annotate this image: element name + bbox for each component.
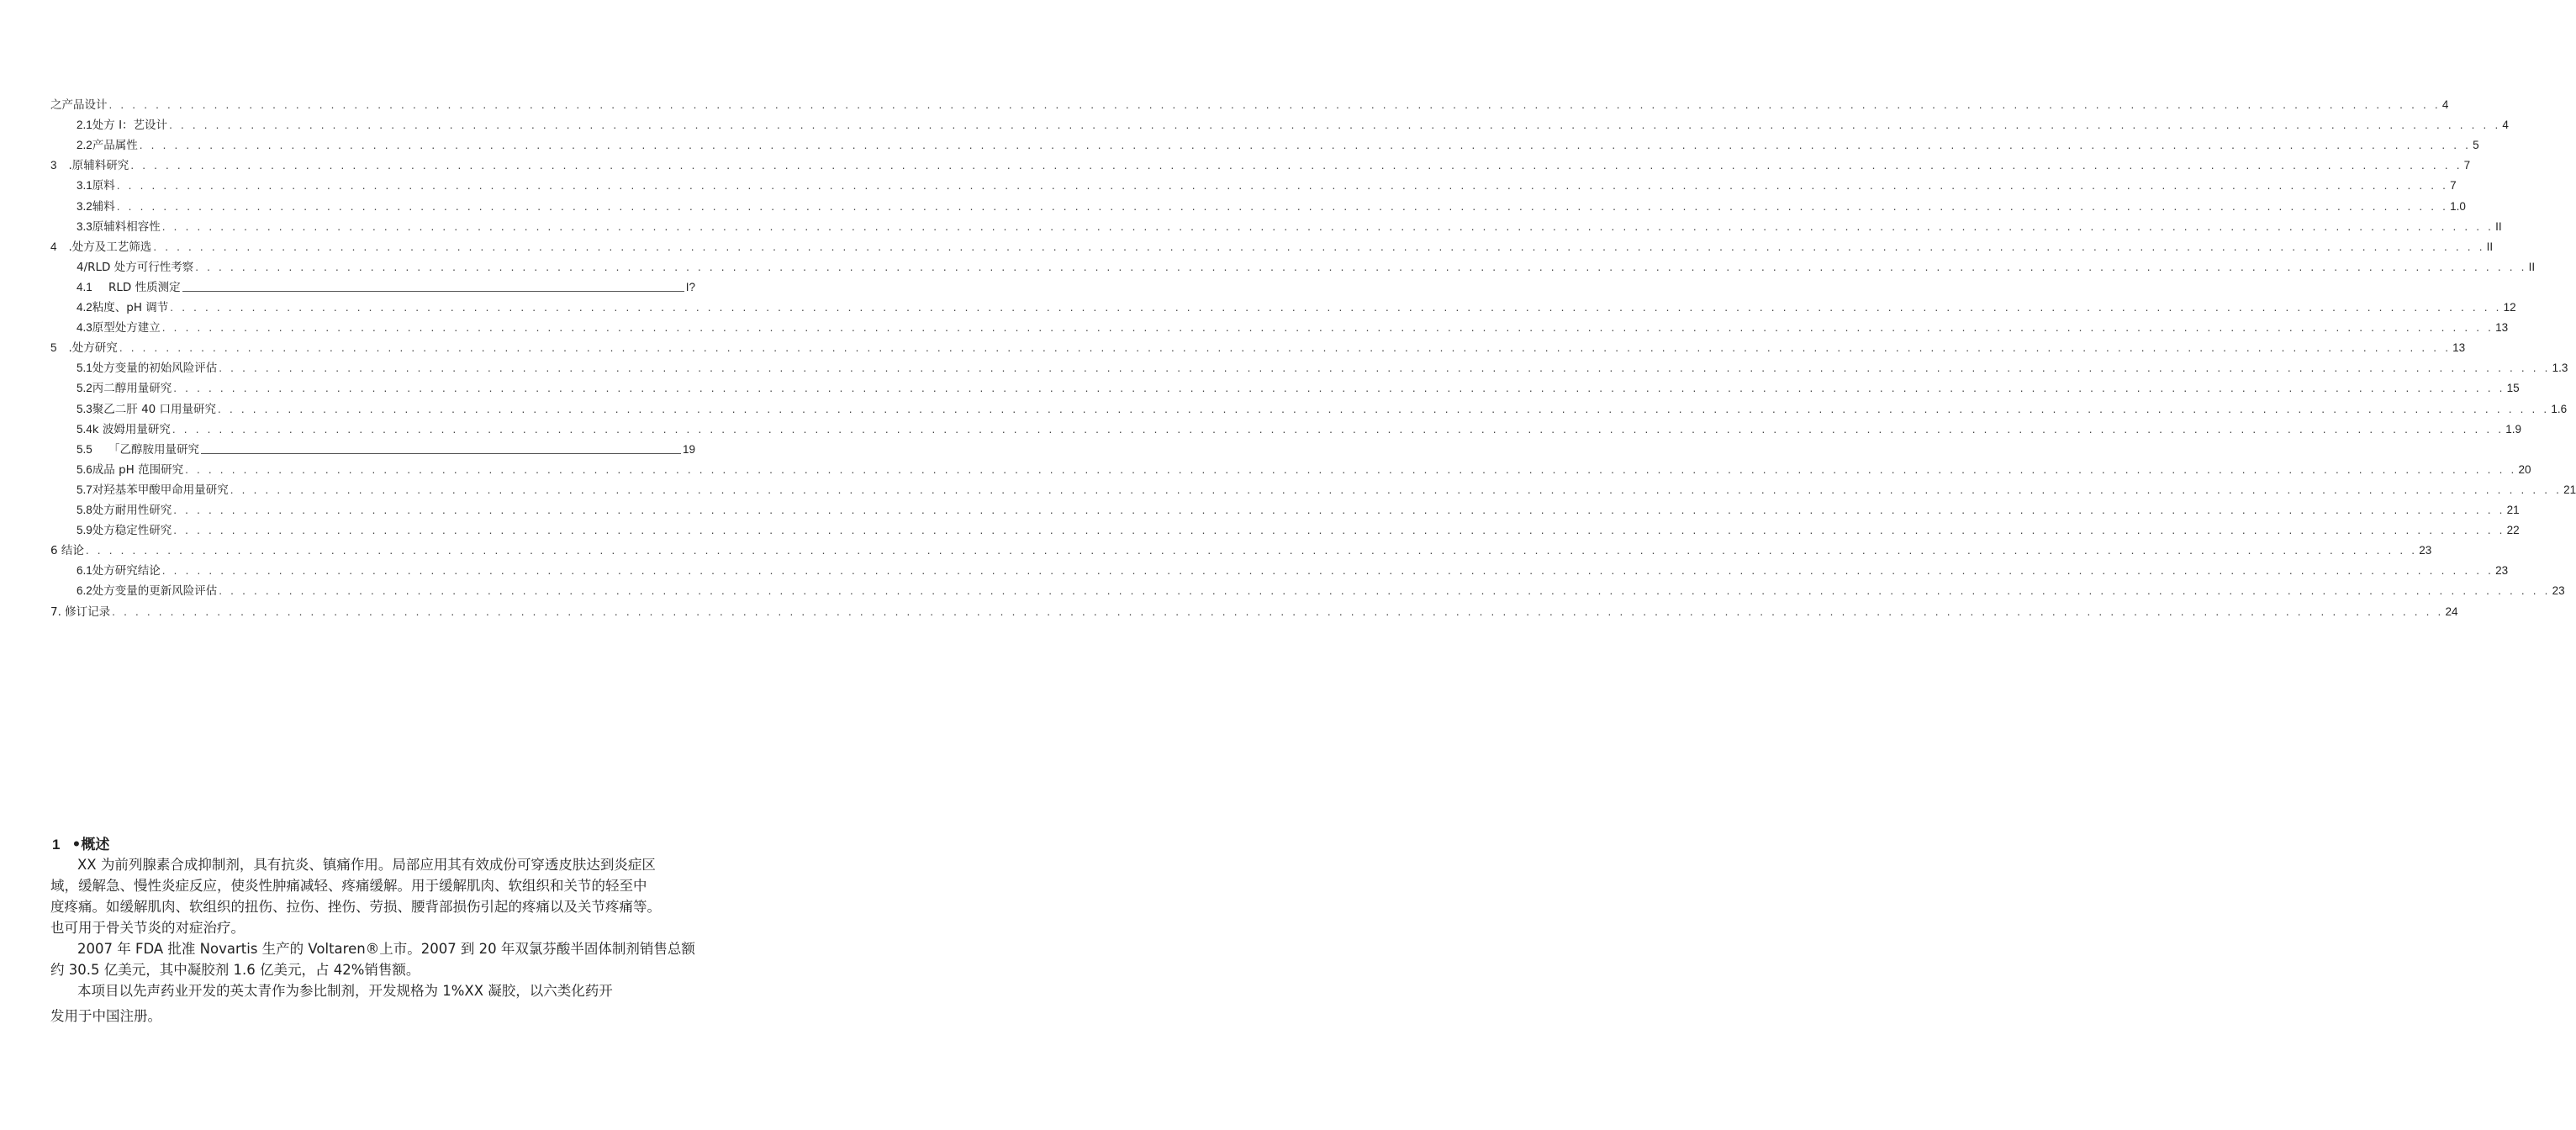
paragraph-overview — [50, 854, 757, 938]
toc-entry-page: 20 — [2518, 462, 2531, 476]
toc-entry-page: I? — [685, 280, 695, 293]
toc-entry-number: 6.2 — [77, 584, 92, 598]
toc-leader: . . . . . . . . . . . . . . . . . . . . . . . . . . . . . . . . . . . . . . . . . . . . . . . . . . . . . . . . . . . . . . . . . . . . . . . . . . . . . . . . . . . . . . . . . . . . . . . . . . . . . . . . . . . . . . . . . . . . . . . . . . . . . . . . . . . . . . . . . . . . . . . . . . . . . . . . . . . . . . . . . . . . . . . . . . . . . . . . . . . . . . . . . . . . . . . . . . . . . . . . — [218, 402, 2550, 415]
toc-entry-number: 5.1 — [77, 362, 92, 375]
toc-entry[interactable] — [77, 358, 2568, 376]
toc-entry-number: 5.9 — [77, 524, 92, 537]
toc-leader: . . . . . . . . . . . . . . . . . . . . . . . . . . . . . . . . . . . . . . . . . . . . . . . . . . . . . . . . . . . . . . . . . . . . . . . . . . . . . . . . . . . . . . . . . . . . . . . . . . . . . . . . . . . . . . . . . . . . . . . . . . . . . . . . . . . . . . . . . . . . . . . . . . . . . . . . . . . . . . . . . . . . . . . . . . . . . . . . . . . . . . . . . . . . . . . . . . . . . . . . — [161, 219, 2494, 233]
toc-entry[interactable] — [77, 480, 2576, 497]
paragraph-line: 度疼痛。如缓解肌肉、软组织的扭伤、拉伤、挫伤、劳损、腰背部损伤引起的疼痛以及关节疼痛等。 — [50, 899, 661, 915]
toc-leader: . . . . . . . . . . . . . . . . . . . . . . . . . . . . . . . . . . . . . . . . . . . . . . . . . . . . . . . . . . . . . . . . . . . . . . . . . . . . . . . . . . . . . . . . . . . . . . . . . . . . . . . . . . . . . . . . . . . . . . . . . . . . . . . . . . . . . . . . . . . . . . . . . . . . . . . . . . . . . . . . . . . . . . . . . . . . . . . . . . . . . . . . . . . . . . . . . . . . . . . . — [161, 564, 2494, 578]
toc-entry-page: 7 — [2450, 179, 2457, 193]
toc-entry[interactable] — [77, 581, 2565, 599]
toc-entry-page: 21 — [2506, 504, 2520, 516]
toc-entry-page: 4 — [2441, 98, 2449, 111]
toc-entry-title: 原料 — [92, 179, 115, 193]
paragraph-line: 本项目以先声药业开发的英太青作为参比制剂，开发规格为 1%XX 凝胶，以六类化药开 — [77, 983, 613, 999]
paragraph-project — [50, 980, 757, 1027]
toc-leader: . . . . . . . . . . . . . . . . . . . . . . . . . . . . . . . . . . . . . . . . . . . . . . . . . . . . . . . . . . . . . . . . . . . . . . . . . . . . . . . . . . . . . . . . . . . . . . . . . . . . . . . . . . . . . . . . . . . . . . . . . . . . . . . . . . . . . . . . . . . . . . . . . . . . . . . . . . . . . . . . . . . . . . . . . . . . . . . . . . . . . . . . . . . . . . . . . . . . . . . . — [161, 321, 2494, 335]
toc-entry-number: 2.2 — [77, 139, 92, 152]
toc-entry[interactable] — [77, 176, 2457, 193]
toc-entry[interactable] — [77, 318, 2509, 335]
toc-entry-number: 3.3 — [77, 219, 92, 233]
toc-entry-title: 原辅料相容性 — [92, 219, 161, 234]
toc-entry-number: 4 — [50, 240, 57, 253]
toc-entry[interactable] — [77, 460, 2531, 477]
toc-entry-title: 粘度、pH 调节 — [92, 301, 169, 314]
toc-entry[interactable] — [77, 378, 2520, 396]
toc-entry-page: II — [2486, 240, 2494, 253]
toc-entry-page: II — [2495, 219, 2502, 233]
section-title: •概述 — [71, 837, 110, 853]
toc-entry[interactable] — [77, 420, 2522, 436]
toc-entry-page: 1.3 — [2552, 362, 2568, 375]
toc-entry[interactable] — [77, 500, 2520, 517]
toc-entry[interactable] — [77, 399, 2568, 416]
toc-entry-page: II — [2528, 260, 2536, 273]
toc-entry-page: 22 — [2506, 524, 2520, 537]
toc-entry-page: 23 — [2419, 544, 2432, 557]
toc-entry[interactable] — [50, 541, 2432, 558]
toc-entry-title: RLD 性质测定 — [108, 280, 181, 294]
toc-entry-title: 处方变量的更新风险评估 — [92, 584, 218, 599]
toc-leader: . . . . . . . . . . . . . . . . . . . . . . . . . . . . . . . . . . . . . . . . . . . . . . . . . . . . . . . . . . . . . . . . . . . . . . . . . . . . . . . . . . . . . . . . . . . . . . . . . . . . . . . . . . . . . . . . . . . . . . . . . . . . . . . . . . . . . . . . . . . . . . . . . . . . . . . . . . . . . . . . . . . . . . . . . . . . . . . . . . . . . . . . . . . . . . . . . . . . . . . . — [119, 341, 2452, 355]
toc-leader: . . . . . . . . . . . . . . . . . . . . . . . . . . . . . . . . . . . . . . . . . . . . . . . . . . . . . . . . . . . . . . . . . . . . . . . . . . . . . . . . . . . . . . . . . . . . . . . . . . . . . . . . . . . . . . . . . . . . . . . . . . . . . . . . . . . . . . . . . . . . . . . . . . . . . . . . . . . . . . . . . . . . . . . . . . . . . . . . . . . . . . . . . . . . . . . . . . . . . . . . — [173, 504, 2505, 516]
toc-entry-title: k 波姆用量研究 — [92, 422, 171, 436]
toc-entry-title: 处方耐用性研究 — [92, 504, 172, 517]
toc-entry[interactable] — [50, 237, 2494, 254]
toc-entry-title: 处方研究结论 — [92, 564, 161, 578]
toc-entry-number: 5.2 — [77, 382, 92, 395]
toc-entry-page: 13 — [2452, 341, 2466, 355]
paragraph-line: 发用于中国注册。 — [50, 1008, 161, 1024]
toc-entry-page: 1.0 — [2450, 199, 2466, 213]
toc-leader: . . . . . . . . . . . . . . . . . . . . . . . . . . . . . . . . . . . . . . . . . . . . . . . . . . . . . . . . . . . . . . . . . . . . . . . . . . . . . . . . . . . . . . . . . . . . . . . . . . . . . . . . . . . . . . . . . . . . . . . . . . . . . . . . . . . . . . . . . . . . . . . . . . . . . . . . . . . . . . . . . . . . . . . . . . . . . . . . . . . . . . . . . . . . . . . . . . . . . . . . — [169, 119, 2501, 132]
toc-entry-title: 丙二醇用量研究 — [92, 382, 172, 396]
toc-entry[interactable] — [50, 156, 2471, 173]
toc-entry-title: 对羟基苯甲酸甲命用量研究 — [92, 483, 229, 497]
toc-entry-number: 3.1 — [77, 179, 92, 193]
toc-entry-page: 4 — [2502, 119, 2509, 132]
toc-leader: . . . . . . . . . . . . . . . . . . . . . . . . . . . . . . . . . . . . . . . . . . . . . . . . . . . . . . . . . . . . . . . . . . . . . . . . . . . . . . . . . . . . . . . . . . . . . . . . . . . . . . . . . . . . . . . . . . . . . . . . . . . . . . . . . . . . . . . . . . . . . . . . . . . . . . . . . . . . . . . . . . . . . . . . . . . . . . . . . . . . . . . . . . . . . . . . . . . . . . . . — [130, 159, 2463, 172]
toc-leader: . . . . . . . . . . . . . . . . . . . . . . . . . . . . . . . . . . . . . . . . . . . . . . . . . . . . . . . . . . . . . . . . . . . . . . . . . . . . . . . . . . . . . . . . . . . . . . . . . . . . . . . . . . . . . . . . . . . . . . . . . . . . . . . . . . . . . . . . . . . . . . . . . . . . . . . . . . . . . . . . . . . . . . . . . . . . . . . . . . . . . . . . . . . . . . . . . . . . . . . . — [139, 139, 2472, 152]
toc-entry[interactable] — [77, 135, 2479, 153]
toc-leader: . . . . . . . . . . . . . . . . . . . . . . . . . . . . . . . . . . . . . . . . . . . . . . . . . . . . . . . . . . . . . . . . . . . . . . . . . . . . . . . . . . . . . . . . . . . . . . . . . . . . . . . . . . . . . . . . . . . . . . . . . . . . . . . . . . . . . . . . . . . . . . . . . . . . . . . . . . . . . . . . . . . . . . . . . . . . . . . . . . . . . . . . . . . . . . . . . . . . . . . . — [85, 544, 2418, 557]
toc-entry-number: 5.7 — [77, 483, 92, 496]
toc-entry-title: 处方变量的初始风险评估 — [92, 362, 218, 376]
toc-entry-number: 4.2 — [77, 301, 92, 314]
toc-leader: . . . . . . . . . . . . . . . . . . . . . . . . . . . . . . . . . . . . . . . . . . . . . . . . . . . . . . . . . . . . . . . . . . . . . . . . . . . . . . . . . . . . . . . . . . . . . . . . . . . . . . . . . . . . . . . . . . . . . . . . . . . . . . . . . . . . . . . . . . . . . . . . . . . . . . . . . . . . . . . . . . . . . . . . . . . . . . . . . . . . . . . . . . . . . . . . . . . . . . . . — [116, 179, 2449, 193]
toc-entry-page: 12 — [2503, 301, 2516, 314]
toc-entry-title: .处方研究 — [68, 341, 118, 356]
section-heading — [52, 832, 109, 853]
toc-entry-page: 13 — [2495, 321, 2509, 335]
toc-entry-title: 6 结论 — [50, 544, 84, 558]
toc-leader: . . . . . . . . . . . . . . . . . . . . . . . . . . . . . . . . . . . . . . . . . . . . . . . . . . . . . . . . . . . . . . . . . . . . . . . . . . . . . . . . . . . . . . . . . . . . . . . . . . . . . . . . . . . . . . . . . . . . . . . . . . . . . . . . . . . . . . . . . . . . . . . . . . . . . . . . . . . . . . . . . . . . . . . . . . . . . . . . . . . . . . . . . . . . . . . . . . . . . . . . — [108, 98, 2441, 111]
toc-leader: . . . . . . . . . . . . . . . . . . . . . . . . . . . . . . . . . . . . . . . . . . . . . . . . . . . . . . . . . . . . . . . . . . . . . . . . . . . . . . . . . . . . . . . . . . . . . . . . . . . . . . . . . . . . . . . . . . . . . . . . . . . . . . . . . . . . . . . . . . . . . . . . . . . . . . . . . . . . . . . . . . . . . . . . . . . . . . . . . . . . . . . . . . . . . . . . . . . . . . . . — [219, 362, 2551, 375]
paragraph-line: 也可用于骨关节炎的对症治疗。 — [50, 920, 245, 936]
toc-leader: . . . . . . . . . . . . . . . . . . . . . . . . . . . . . . . . . . . . . . . . . . . . . . . . . . . . . . . . . . . . . . . . . . . . . . . . . . . . . . . . . . . . . . . . . . . . . . . . . . . . . . . . . . . . . . . . . . . . . . . . . . . . . . . . . . . . . . . . . . . . . . . . . . . . . . . . . . . . . . . . . . . . . . . . . . . . . . . . . . . . . . . . . . . . . . . . . . . . . . . . — [230, 483, 2563, 496]
toc-entry-title: 7. 修订记录 — [50, 605, 111, 619]
toc-leader: . . . . . . . . . . . . . . . . . . . . . . . . . . . . . . . . . . . . . . . . . . . . . . . . . . . . . . . . . . . . . . . . . . . . . . . . . . . . . . . . . . . . . . . . . . . . . . . . . . . . . . . . . . . . . . . . . . . . . . . . . . . . . . . . . . . . . . . . . . . . . . . . . . . . . . . . . . . . . . . . . . . . . . . . . . . . . . . . . . . . . . . . . . . . . . . . . . . . . . . . — [172, 422, 2505, 436]
toc-entry-title: 聚乙二肝 40 口用量研究 — [92, 402, 217, 416]
toc-entry[interactable] — [50, 95, 2449, 112]
paragraph-line: 2007 年 FDA 批准 Novartis 生产的 Voltaren®上市。2007 到 20 年双氯芬酸半固体制剂销售总额 — [77, 941, 695, 957]
toc-entry-title: 产品属性 — [92, 139, 138, 153]
toc-entry[interactable] — [77, 520, 2520, 538]
toc-entry-number: 6.1 — [77, 564, 92, 578]
toc-entry-number: 3 — [50, 159, 57, 172]
toc-leader — [201, 446, 681, 454]
toc-entry-title: .处方及工艺筛选 — [68, 240, 152, 254]
toc-entry-number: 5.3 — [77, 402, 92, 415]
toc-entry-page: 21 — [2563, 483, 2576, 496]
toc-entry[interactable] — [77, 277, 695, 294]
toc-entry[interactable] — [77, 217, 2502, 234]
toc-leader: . . . . . . . . . . . . . . . . . . . . . . . . . . . . . . . . . . . . . . . . . . . . . . . . . . . . . . . . . . . . . . . . . . . . . . . . . . . . . . . . . . . . . . . . . . . . . . . . . . . . . . . . . . . . . . . . . . . . . . . . . . . . . . . . . . . . . . . . . . . . . . . . . . . . . . . . . . . . . . . . . . . . . . . . . . . . . . . . . . . . . . . . . . . . . . . . . . . . . . . . — [173, 524, 2505, 537]
toc-entry[interactable] — [77, 561, 2509, 578]
toc-entry[interactable] — [77, 298, 2516, 314]
toc-entry-title: 原型处方建立 — [92, 321, 161, 335]
toc-entry-title: 成品 pH 范围研究 — [92, 462, 184, 477]
toc-leader: . . . . . . . . . . . . . . . . . . . . . . . . . . . . . . . . . . . . . . . . . . . . . . . . . . . . . . . . . . . . . . . . . . . . . . . . . . . . . . . . . . . . . . . . . . . . . . . . . . . . . . . . . . . . . . . . . . . . . . . . . . . . . . . . . . . . . . . . . . . . . . . . . . . . . . . . . . . . . . . . . . . . . . . . . . . . . . . . . . . . . . . . . . . . . . . . . . . . . . . . — [116, 199, 2449, 213]
toc-entry-page: 23 — [2495, 564, 2509, 578]
toc-entry-page: 1.6 — [2551, 402, 2568, 415]
toc-entry-page: 7 — [2463, 159, 2471, 172]
toc-leader: . . . . . . . . . . . . . . . . . . . . . . . . . . . . . . . . . . . . . . . . . . . . . . . . . . . . . . . . . . . . . . . . . . . . . . . . . . . . . . . . . . . . . . . . . . . . . . . . . . . . . . . . . . . . . . . . . . . . . . . . . . . . . . . . . . . . . . . . . . . . . . . . . . . . . . . . . . . . . . . . . . . . . . . . . . . . . . . . . . . . . . . . . . . . . . . . . . . . . . . . — [195, 260, 2527, 273]
toc-entry-page: 15 — [2506, 382, 2520, 395]
toc-entry-title: 「乙醇胺用量研究 — [108, 442, 199, 457]
paragraph-line: XX 为前列腺素合成抑制剂，具有抗炎、镇痛作用。局部应用其有效成份可穿透皮肤达到炎症区 — [77, 857, 656, 873]
toc-entry-number: 5.5 — [77, 442, 92, 456]
toc-entry-number: 5.6 — [77, 462, 92, 476]
toc-entry[interactable] — [50, 338, 2466, 356]
toc-entry[interactable] — [50, 602, 2458, 619]
toc-entry-title: 处方稳定性研究 — [92, 524, 172, 538]
toc-entry[interactable] — [77, 197, 2466, 214]
toc-entry-title: .原辅料研究 — [68, 159, 129, 173]
paragraph-line: 约 30.5 亿美元，其中凝胶剂 1.6 亿美元，占 42%销售额。 — [50, 962, 420, 978]
toc-entry-page: 23 — [2552, 584, 2565, 598]
section-number: 1 — [52, 837, 61, 853]
toc-leader: . . . . . . . . . . . . . . . . . . . . . . . . . . . . . . . . . . . . . . . . . . . . . . . . . . . . . . . . . . . . . . . . . . . . . . . . . . . . . . . . . . . . . . . . . . . . . . . . . . . . . . . . . . . . . . . . . . . . . . . . . . . . . . . . . . . . . . . . . . . . . . . . . . . . . . . . . . . . . . . . . . . . . . . . . . . . . . . . . . . . . . . . . . . . . . . . . . . . . . . . — [219, 584, 2551, 598]
toc-leader: . . . . . . . . . . . . . . . . . . . . . . . . . . . . . . . . . . . . . . . . . . . . . . . . . . . . . . . . . . . . . . . . . . . . . . . . . . . . . . . . . . . . . . . . . . . . . . . . . . . . . . . . . . . . . . . . . . . . . . . . . . . . . . . . . . . . . . . . . . . . . . . . . . . . . . . . . . . . . . . . . . . . . . . . . . . . . . . . . . . . . . . . . . . . . . . . . . . . . . . . — [185, 462, 2517, 476]
toc-entry-number: 3.2 — [77, 199, 92, 213]
toc-entry-page: 24 — [2445, 605, 2458, 618]
toc-entry-title: 辅料 — [92, 199, 115, 214]
toc-entry-title: 处方 I：艺设计 — [92, 119, 168, 133]
toc-entry-number: 5 — [50, 341, 57, 355]
toc-entry-title: 4/RLD 处方可行性考察 — [77, 260, 194, 274]
toc-entry[interactable] — [77, 257, 2536, 274]
toc-leader: . . . . . . . . . . . . . . . . . . . . . . . . . . . . . . . . . . . . . . . . . . . . . . . . . . . . . . . . . . . . . . . . . . . . . . . . . . . . . . . . . . . . . . . . . . . . . . . . . . . . . . . . . . . . . . . . . . . . . . . . . . . . . . . . . . . . . . . . . . . . . . . . . . . . . . . . . . . . . . . . . . . . . . . . . . . . . . . . . . . . . . . . . . . . . . . . . . . . . . . . — [112, 605, 2444, 618]
toc-leader — [182, 284, 684, 292]
paragraph-line: 域，缓解急、慢性炎症反应，使炎性肿痛减轻、疼痛缓解。用于缓解肌肉、软组织和关节的轻至中 — [50, 878, 647, 894]
toc-entry-page: 19 — [682, 442, 695, 456]
toc-entry-number: 2.1 — [77, 119, 92, 132]
toc-entry-page: 5 — [2473, 139, 2479, 152]
toc-entry[interactable] — [77, 440, 695, 457]
paragraph-market — [50, 938, 757, 980]
toc-entry[interactable] — [77, 115, 2509, 133]
toc-entry-number: 4.3 — [77, 321, 92, 335]
toc-leader: . . . . . . . . . . . . . . . . . . . . . . . . . . . . . . . . . . . . . . . . . . . . . . . . . . . . . . . . . . . . . . . . . . . . . . . . . . . . . . . . . . . . . . . . . . . . . . . . . . . . . . . . . . . . . . . . . . . . . . . . . . . . . . . . . . . . . . . . . . . . . . . . . . . . . . . . . . . . . . . . . . . . . . . . . . . . . . . . . . . . . . . . . . . . . . . . . . . . . . . . — [153, 240, 2485, 253]
toc-entry-title: 之产品设计 — [50, 98, 108, 112]
toc-leader: . . . . . . . . . . . . . . . . . . . . . . . . . . . . . . . . . . . . . . . . . . . . . . . . . . . . . . . . . . . . . . . . . . . . . . . . . . . . . . . . . . . . . . . . . . . . . . . . . . . . . . . . . . . . . . . . . . . . . . . . . . . . . . . . . . . . . . . . . . . . . . . . . . . . . . . . . . . . . . . . . . . . . . . . . . . . . . . . . . . . . . . . . . . . . . . . . . . . . . . . — [170, 301, 2502, 314]
toc-entry-page: 1.9 — [2505, 422, 2522, 436]
toc-entry-number: 5.8 — [77, 504, 92, 516]
toc-entry-number: 5.4 — [77, 422, 92, 436]
toc-leader: . . . . . . . . . . . . . . . . . . . . . . . . . . . . . . . . . . . . . . . . . . . . . . . . . . . . . . . . . . . . . . . . . . . . . . . . . . . . . . . . . . . . . . . . . . . . . . . . . . . . . . . . . . . . . . . . . . . . . . . . . . . . . . . . . . . . . . . . . . . . . . . . . . . . . . . . . . . . . . . . . . . . . . . . . . . . . . . . . . . . . . . . . . . . . . . . . . . . . . . . — [173, 382, 2505, 395]
toc-entry-number: 4.1 — [77, 280, 92, 293]
